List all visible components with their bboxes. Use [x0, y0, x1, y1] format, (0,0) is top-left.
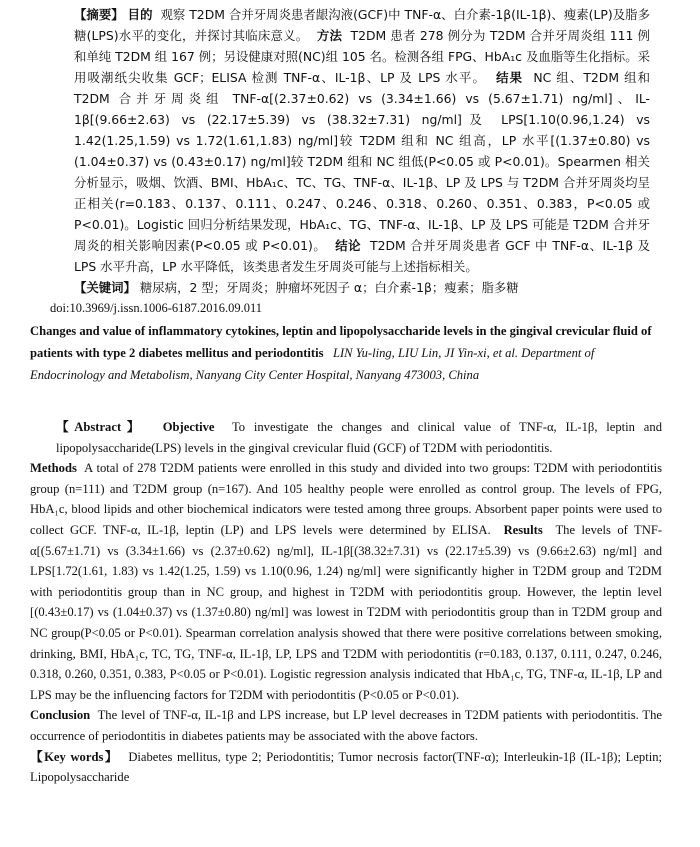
english-title-block [30, 320, 662, 386]
zh-conclusion-label: 结论 [335, 238, 362, 253]
zh-keywords-label: 【关键词】 [74, 280, 136, 295]
en-methods-label: Methods [30, 461, 77, 476]
zh-results-label: 结果 [496, 70, 524, 85]
en-keywords-paragraph [30, 747, 662, 788]
zh-abstract-paragraph [50, 4, 650, 277]
en-abstract-label: 【Abstract】 [56, 420, 146, 434]
doi-line: doi:10.3969/j.issn.1006-6187.2016.09.011 [50, 301, 263, 315]
zh-methods-label: 方法 [316, 28, 343, 43]
affiliation: Department of Endocrinology and Metabolism, Nanyang City Center Hospital, Nanyang 473003, China [30, 346, 595, 382]
zh-conclusion-text: T2DM 合并牙周炎患者 GCF 中 TNF-α、IL-1β 及 LPS 水平升高，LP 水平降低，该类患者发生牙周炎可能与上述指标相关。 [74, 238, 650, 274]
en-objective-text: To investigate the changes and clinical value of TNF-α, IL-1β, leptin and lipopolysaccharide(LPS) levels in the gingival crevicular fluid (GCF) of T2DM with periodontitis. [56, 420, 662, 455]
en-results-label: Results [503, 522, 543, 537]
authors: LIN Yu-ling, LIU Lin, JI Yin-xi, et al. [332, 346, 519, 360]
en-conclusion-label: Conclusion [30, 708, 91, 723]
en-keywords-label: 【Key words】 [30, 749, 119, 764]
en-methods-paragraph [30, 458, 662, 705]
en-conclusion-paragraph [30, 705, 662, 746]
zh-keywords-text: 糖尿病，2 型；牙周炎；肿瘤坏死因子 α；白介素-1β；瘦素；脂多糖 [139, 280, 519, 295]
zh-objective-label: 目的 [127, 7, 153, 22]
zh-results-text: NC 组、T2DM 组和 T2DM 合并牙周炎组 TNF-α[(2.37±0.62) vs (3.34±1.66) vs (5.67±1.71) ng/ml]、IL-1β[(9.66±2.63) vs (22.17±5.39) vs (38.32±7.31) ng/ml]及 LPS[1.10(0.96,1.24) vs 1.42(1.25,1.59) vs 1.72(1.61,1.83) ng/ml]较 T2DM 组和 NC 组高，LP 水平[(1.37±0.80) vs (1.04±0.37) vs (0.43±0.17) ng/ml]较 T2DM 组和 NC 组低(P<0.05 或 P<0.01)。Spearmen 相关分析显示，吸烟、饮酒、BMI、HbA₁c、TC、TG、TNF-α、IL-1β、LP 及 LPS 与 T2DM 合并牙周炎均呈正相关(r=0.183、0.137、0.111、0.247、0.246、0.318、0.260、0.351、0.383，P<0.05 或 P<0.01)。Logistic 回归分析结果发现，HbA₁c、TG、TNF-α、IL-1β、LP 及 LPS 可能是 T2DM 合并牙周炎的相关影响因素(P<0.05 或 P<0.01)。 [74, 70, 651, 253]
en-conclusion-text: The level of TNF-α, IL-1β and LPS increase, but LP level decreases in T2DM patients with periodontitis. The occurrence of periodontitis in diabetes patients may be associated with the above factors. [30, 708, 662, 743]
en-methods-text: A total of 278 T2DM patients were enrolled in this study and divided into two groups: T2DM with periodontitis group (n=111) and T2DM group (n=167). And 105 healthy people were enrolled as control group. The levels of FPG, HbA₁c, blood lipids and other biochemical indicators were tested among three groups. Absorbent paper points were used to collect GCF. TNF-α, IL-1β, leptin (LP) and LPS levels were determined by ELISA. [30, 461, 662, 537]
en-abstract-paragraph [30, 417, 662, 458]
en-results-text: The levels of TNF-α[(5.67±1.71) vs (3.34±1.66) vs (2.37±0.62) ng/ml], IL-1β[(38.32±7.31) vs (22.17±5.39) vs (9.66±2.63) ng/ml] and LPS[1.72(1.61, 1.83) vs 1.42(1.25, 1.59) vs 1.10(0.96, 1.24) ng/ml] were significantly higher in T2DM group and T2DM with periodontitis group than in NC group, and highest in T2DM with periodontitis group. However, the leptin level [(0.43±0.17) vs (1.04±0.37) vs (1.37±0.80) ng/ml] was lowest in T2DM with periodontitis group than in T2DM group and NC group(P<0.05 or P<0.01). Spearman correlation analysis showed that there were positive correlations between smoking, drinking, BMI, HbA₁c, TC, TG, TNF-α, IL-1β, LP, LPS and T2DM with periodontitis (r=0.183, 0.137, 0.111, 0.247, 0.246, 0.318, 0.260, 0.351, 0.383, P<0.05 or P<0.01). Logistic regression analysis indicated that HbA₁c, TG, TNF-α, IL-1β, LP and LPS may be the influencing factors for T2DM with periodontitis (P<0.05 or P<0.01). [30, 522, 663, 702]
chinese-abstract [50, 4, 650, 319]
zh-objective-text: 观察 T2DM 合并牙周炎患者龈沟液(GCF)中 TNF-α、白介素-1β(IL-1β)、瘦素(LP)及脂多糖(LPS)水平的变化，并探讨其临床意义。 [74, 7, 650, 43]
en-objective-label: Objective [162, 420, 215, 434]
english-abstract [30, 417, 662, 788]
zh-keywords-line [50, 277, 650, 298]
zh-methods-text: T2DM 患者 278 例分为 T2DM 合并牙周炎组 111 例和单纯 T2DM 组 167 例；另设健康对照(NC)组 105 名。检测各组 FPG、HbA₁c 及血脂等生化指标。采用吸潮纸尖收集 GCF；ELISA 检测 TNF-α、IL-1β、LP 及 LPS 水平。 [74, 28, 650, 85]
english-title: Changes and value of inflammatory cytokines, leptin and lipopolysaccharide levels in the gingival crevicular fluid of patients with type 2 diabetes mellitus and periodontitis [30, 324, 652, 360]
zh-abstract-label: 【摘要】 [74, 7, 124, 22]
en-keywords-text: Diabetes mellitus, type 2; Periodontitis; Tumor necrosis factor(TNF-α); Interleukin-1β (IL-1β); Leptin; Lipopolysaccharide [30, 749, 663, 785]
